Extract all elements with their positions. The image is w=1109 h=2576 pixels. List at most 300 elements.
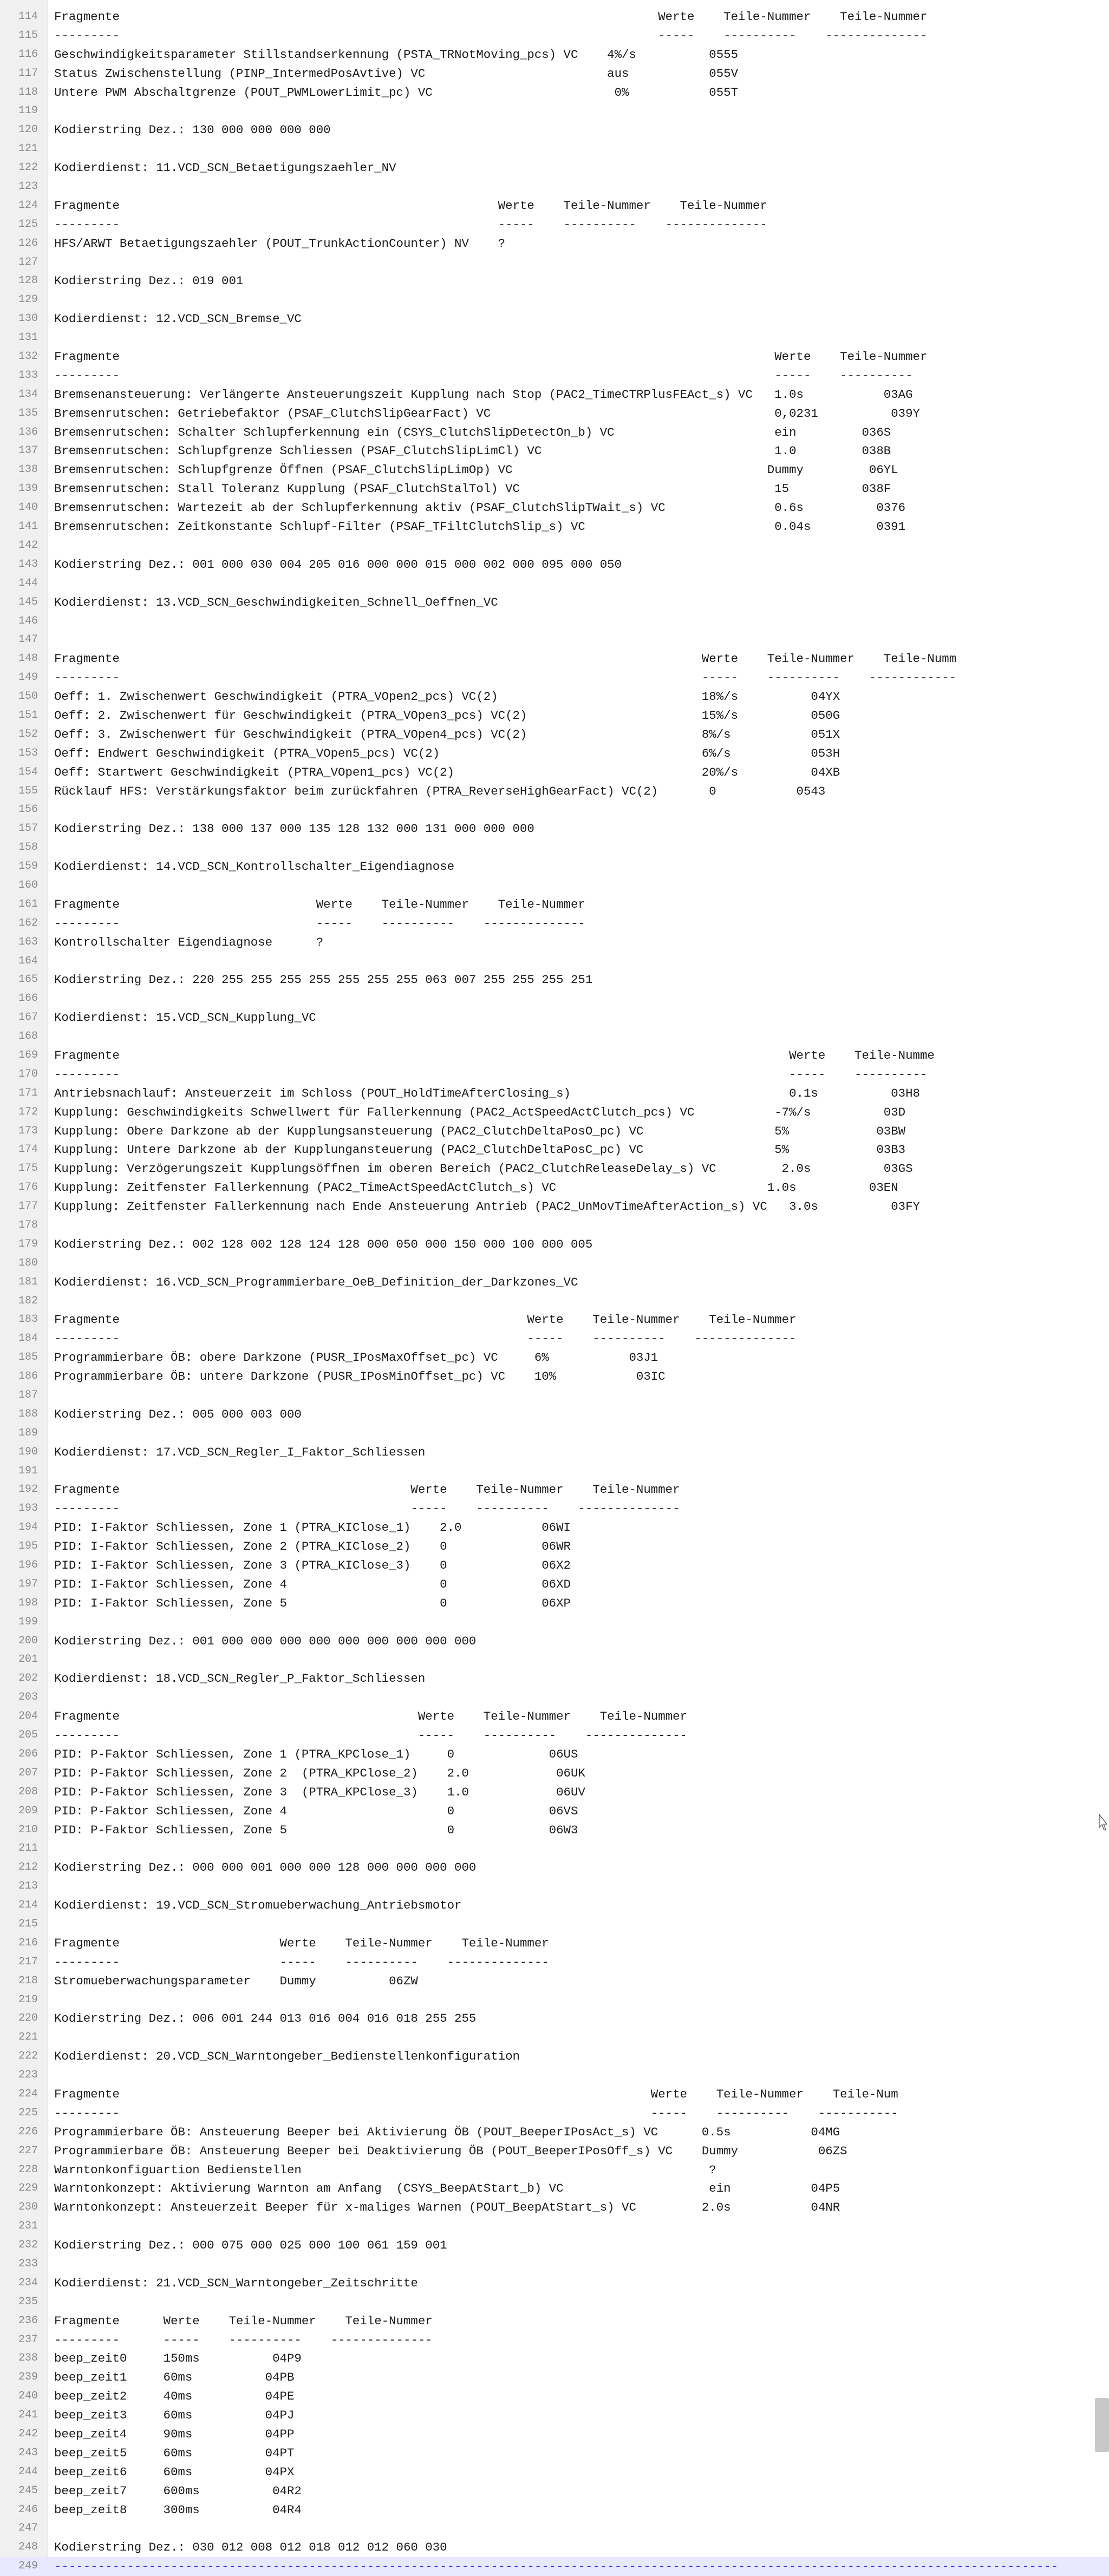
line-text[interactable]: Oeff: 1. Zwischenwert Geschwindigkeit (PTRA_VOpen2_pcs) VC(2) 18%/s 04YX [54,690,840,704]
line-text[interactable]: beep_zeit4 90ms 04PP [54,2427,295,2441]
line-number: 152 [18,727,38,740]
line-text[interactable]: --------- ----- ---------- -------------- [54,1332,797,1346]
editor-line[interactable] [0,480,1109,499]
editor-line[interactable] [0,2217,1109,2236]
editor-line[interactable] [0,1953,1109,1972]
line-text[interactable]: Kodierdienst: 17.VCD_SCN_Regler_I_Faktor_Schliessen [54,1445,426,1459]
line-text[interactable]: Kodierdienst: 14.VCD_SCN_Kontrollschalter_Eigendiagnose [54,860,455,874]
line-text[interactable]: Bremsenrutschen: Schlupfgrenze Schliessen (PSAF_ClutchSlipLimCl) VC 1.0 038B [54,444,891,458]
editor-line[interactable] [0,1235,1109,1254]
editor-line[interactable] [0,1896,1109,1915]
editor-line[interactable] [0,1178,1109,1197]
line-number: 198 [18,1596,38,1609]
line-number: 235 [18,2295,38,2308]
editor-line[interactable] [0,914,1109,933]
editor-line[interactable] [0,1688,1109,1707]
editor-line[interactable] [0,329,1109,348]
editor-line[interactable] [0,1140,1109,1159]
editor-line[interactable] [0,2255,1109,2274]
editor-line[interactable] [0,1764,1109,1783]
line-text[interactable]: Fragmente Werte Teile-Nummer Teile-Nummer [54,897,585,912]
line-number: 204 [18,1710,38,1723]
line-text[interactable]: Status Zwischenstellung (PINP_IntermedPosAvtive) VC aus 055V [54,66,739,81]
line-text[interactable]: Bremsenrutschen: Zeitkonstante Schlupf-Filter (PSAF_TFiltClutchSlip_s) VC 0.04s 0391 [54,520,906,534]
editor-line[interactable] [0,461,1109,480]
editor-line[interactable] [0,631,1109,650]
line-text[interactable]: PID: P-Faktor Schliessen, Zone 1 (PTRA_KPClose_1) 0 06US [54,1747,578,1761]
line-number: 237 [18,2333,38,2346]
line-text[interactable]: beep_zeit0 150ms 04P9 [54,2351,302,2366]
line-number: 172 [18,1105,38,1118]
editor-line[interactable] [0,536,1109,555]
editor-line[interactable] [0,385,1109,404]
line-text[interactable]: beep_zeit1 60ms 04PB [54,2370,295,2385]
editor-line[interactable] [0,1122,1109,1141]
editor-line[interactable] [0,706,1109,725]
editor-line[interactable] [0,1783,1109,1802]
line-number: 234 [18,2276,38,2289]
line-number: 117 [18,67,38,80]
line-text[interactable]: beep_zeit8 300ms 04R4 [54,2502,302,2517]
line-text[interactable]: Bremsenrutschen: Schalter Schlupferkennung ein (CSYS_ClutchSlipDetectOn_b) VC ein 036S [54,425,891,440]
line-number: 139 [18,482,38,495]
line-text[interactable]: Kodierdienst: 15.VCD_SCN_Kupplung_VC [54,1011,316,1025]
editor-line[interactable] [0,45,1109,64]
editor-line[interactable] [0,2368,1109,2387]
line-number: 208 [18,1785,38,1798]
line-number: 232 [18,2239,38,2252]
line-text[interactable]: HFS/ARWT Betaetigungszaehler (POUT_TrunkActionCounter) NV ? [54,236,506,251]
line-number: 218 [18,1974,38,1987]
line-text[interactable]: Fragmente Werte Teile-Nummer Teile-Nummer [54,2313,433,2328]
line-number: 171 [18,1086,38,1099]
editor-line[interactable] [0,159,1109,178]
editor-line[interactable] [0,801,1109,820]
editor-line[interactable] [0,404,1109,423]
editor-line[interactable] [0,1065,1109,1084]
editor-line[interactable] [0,1480,1109,1499]
editor-line[interactable] [0,1556,1109,1575]
line-text[interactable]: Kodierstring Dez.: 220 255 255 255 255 255 255 255 063 007 255 255 255 251 [54,973,593,987]
editor-line[interactable] [0,725,1109,744]
editor-line[interactable] [0,64,1109,83]
editor-line[interactable] [0,196,1109,215]
editor-line[interactable] [0,1273,1109,1292]
line-text[interactable]: Antriebsnachlauf: Ansteuerzeit im Schloss (POUT_HoldTimeAfterClosing_s) 0.1s 03H8 [54,1086,920,1100]
line-text[interactable]: Fragmente Werte Teile-Nummer Teile-Nummer [54,1313,797,1327]
line-text[interactable]: Oeff: Startwert Geschwindigkeit (PTRA_VOpen1_pcs) VC(2) 20%/s 04XB [54,765,840,779]
line-number: 188 [18,1407,38,1420]
editor-line[interactable] [0,1707,1109,1726]
line-text[interactable]: Oeff: Endwert Geschwindigkeit (PTRA_VOpen5_pcs) VC(2) 6%/s 053H [54,746,840,761]
line-text[interactable]: Fragmente Werte Teile-Nummer Teile-Nummer [54,198,767,213]
line-text[interactable]: Rücklauf HFS: Verstärkungsfaktor beim zurückfahren (PTRA_ReverseHighGearFact) VC(2) 0 0543 [54,784,826,798]
editor-line[interactable] [0,1537,1109,1556]
editor-line[interactable] [0,2066,1109,2085]
editor-line[interactable] [0,1329,1109,1348]
line-text[interactable]: Fragmente Werte Teile-Nummer Teile-Nummer [54,1709,687,1724]
editor-line[interactable] [0,2104,1109,2123]
line-text[interactable]: beep_zeit7 600ms 04R2 [54,2483,302,2498]
editor-line[interactable] [0,2142,1109,2161]
editor-line[interactable] [0,1310,1109,1329]
line-text[interactable]: Kodierstring Dez.: 000 075 000 025 000 100 061 159 001 [54,2238,447,2253]
editor-line[interactable] [0,2406,1109,2425]
editor-line[interactable] [0,1424,1109,1443]
line-text[interactable]: --------- ----- ---------- -------------- [54,1728,687,1743]
line-number: 242 [18,2428,38,2440]
line-text[interactable]: Kodierdienst: 21.VCD_SCN_Warntongeber_Zeitschritte [54,2276,418,2290]
editor-line[interactable] [0,1745,1109,1764]
line-text[interactable]: ------------------------------------------------------------------------------------------------------------------------------------------ [54,2559,1059,2574]
editor-line[interactable] [0,517,1109,536]
line-number: 162 [18,916,38,929]
editor-line[interactable] [0,2047,1109,2066]
line-text[interactable]: PID: I-Faktor Schliessen, Zone 1 (PTRA_KIClose_1) 2.0 06WI [54,1520,571,1535]
editor-line[interactable] [0,2349,1109,2368]
line-text[interactable]: --------- ----- ---------- ------------ [54,671,957,685]
line-number: 147 [18,633,38,646]
line-text[interactable]: --------- ----- ---------- -------------- [54,217,767,232]
editor-line[interactable] [0,178,1109,196]
line-number: 241 [18,2409,38,2422]
line-text[interactable]: beep_zeit3 60ms 04PJ [54,2408,295,2423]
line-text[interactable]: Warntonkonzept: Aktivierung Warnton am Anfang (CSYS_BeepAtStart_b) VC ein 04P5 [54,2181,840,2196]
line-text[interactable]: Kontrollschalter Eigendiagnose ? [54,935,324,949]
line-text[interactable]: Kupplung: Verzögerungszeit Kupplungsöffnen im oberen Bereich (PAC2_ClutchReleaseDelay_s) VC 2.0s 03GS [54,1162,913,1176]
editor-line[interactable] [0,348,1109,366]
editor-line[interactable] [0,2236,1109,2255]
line-number: 157 [18,822,38,835]
line-text[interactable]: PID: I-Faktor Schliessen, Zone 4 0 06XD [54,1577,571,1591]
editor-line[interactable] [0,1027,1109,1046]
editor-line[interactable] [0,612,1109,631]
line-number: 197 [18,1577,38,1590]
editor-line[interactable] [0,102,1109,121]
line-text[interactable]: beep_zeit5 60ms 04PT [54,2446,295,2460]
vertical-scrollbar-thumb[interactable] [1095,2398,1109,2452]
line-number: 187 [18,1389,38,1402]
line-text[interactable]: Fragmente Werte Teile-Nummer [54,350,928,364]
line-number: 181 [18,1275,38,1288]
editor-line[interactable] [0,857,1109,876]
editor-line[interactable] [0,1216,1109,1235]
line-text[interactable]: Bremsenrutschen: Getriebefaktor (PSAF_ClutchSlipGearFact) VC 0,0231 039Y [54,406,920,421]
editor-line[interactable] [0,442,1109,461]
editor-line[interactable] [0,650,1109,668]
line-text[interactable]: Bremsenansteuerung: Verlängerte Ansteuerungszeit Kupplung nach Stop (PAC2_TimeCTRPlusFEAct_s) VC 1.0s 03AG [54,387,913,402]
line-number: 178 [18,1219,38,1231]
editor-lines[interactable] [0,8,1109,2576]
line-text[interactable]: Fragmente Werte Teile-Nummer Teile-Nummer [54,1483,680,1497]
line-text[interactable]: Fragmente Werte Teile-Nummer Teile-Nummer [54,10,928,24]
editor-line[interactable] [0,1877,1109,1896]
line-text[interactable]: Programmierbare ÖB: Ansteuerung Beeper bei Deaktivierung ÖB (POUT_BeeperIPosOff_s) VC Dummy 06ZS [54,2144,847,2158]
line-text[interactable]: PID: P-Faktor Schliessen, Zone 5 0 06W3 [54,1823,578,1837]
line-text[interactable]: Fragmente Werte Teile-Nummer Teile-Nummer [54,1936,549,1950]
editor-line[interactable] [0,1839,1109,1858]
editor-line[interactable] [0,1443,1109,1462]
line-number: 223 [18,2069,38,2082]
editor-line[interactable] [0,8,1109,27]
line-number: 137 [18,444,38,457]
line-text[interactable]: Fragmente Werte Teile-Numme [54,1048,935,1063]
line-text[interactable]: Oeff: 3. Zwischenwert für Geschwindigkeit (PTRA_VOpen4_pcs) VC(2) 8%/s 051X [54,727,840,742]
line-text[interactable]: PID: I-Faktor Schliessen, Zone 2 (PTRA_KIClose_2) 0 06WR [54,1539,571,1554]
editor-line[interactable] [0,2179,1109,2198]
line-number: 214 [18,1899,38,1912]
editor-line[interactable] [0,121,1109,140]
editor-line[interactable] [0,2501,1109,2520]
editor-line[interactable] [0,1972,1109,1991]
line-number: 202 [18,1672,38,1685]
editor-line[interactable] [0,574,1109,593]
editor-line[interactable] [0,27,1109,45]
line-number: 238 [18,2352,38,2365]
line-text[interactable]: Kodierdienst: 11.VCD_SCN_Betaetigungszaehler_NV [54,161,396,175]
editor-line[interactable] [0,2293,1109,2312]
editor-line[interactable] [0,744,1109,763]
line-number: 175 [18,1162,38,1175]
line-number: 128 [18,274,38,287]
editor-line[interactable] [0,820,1109,838]
editor-line[interactable] [0,310,1109,329]
line-number: 227 [18,2144,38,2157]
line-number: 205 [18,1729,38,1742]
line-text[interactable]: Warntonkonzept: Ansteuerzeit Beeper für x-maliges Warnen (POUT_BeepAtStart_s) VC 2.0s 04NR [54,2200,840,2215]
editor-line[interactable] [0,1669,1109,1688]
line-text[interactable]: Kupplung: Zeitfenster Fallerkennung nach Ende Ansteuerung Antrieb (PAC2_UnMovTimeAfterAction_s) VC 3.0s 03FY [54,1199,920,1214]
editor-line[interactable] [0,2538,1109,2557]
line-text[interactable]: Kodierstring Dez.: 000 000 001 000 000 128 000 000 000 000 [54,1860,477,1875]
editor-line[interactable] [0,1254,1109,1273]
editor-line[interactable] [0,1934,1109,1953]
editor-line[interactable] [0,989,1109,1008]
line-text[interactable]: Kodierdienst: 20.VCD_SCN_Warntongeber_Bedienstellenkonfiguration [54,2049,520,2064]
editor-line[interactable] [0,1084,1109,1103]
line-text[interactable]: --------- ----- ---------- [54,368,913,383]
editor-line[interactable] [0,2519,1109,2538]
editor-line[interactable] [0,2425,1109,2444]
editor-line[interactable] [0,2387,1109,2406]
editor-line[interactable] [0,1348,1109,1367]
editor-line[interactable] [0,2123,1109,2142]
editor-line[interactable] [0,1159,1109,1178]
editor-line[interactable] [0,2331,1109,2350]
editor-line[interactable] [0,1103,1109,1122]
editor-line[interactable] [0,423,1109,442]
editor-line[interactable] [0,1915,1109,1934]
line-text[interactable]: Kodierstring Dez.: 005 000 003 000 [54,1407,302,1421]
line-text[interactable]: Bremsenrutschen: Schlupfgrenze Öffnen (PSAF_ClutchSlipLimOp) VC Dummy 06YL [54,463,898,477]
editor-line[interactable] [0,876,1109,895]
line-number: 231 [18,2220,38,2233]
editor-line[interactable] [0,1802,1109,1821]
editor-line[interactable] [0,1386,1109,1405]
line-number: 120 [18,123,38,136]
editor-line[interactable] [0,952,1109,971]
line-text[interactable]: Kupplung: Zeitfenster Fallerkennung (PAC2_TimeActSpeedActClutch_s) VC 1.0s 03EN [54,1181,898,1195]
line-text[interactable]: Warntonkonfiguartion Bedienstellen ? [54,2162,716,2177]
line-text[interactable]: Kodierstring Dez.: 002 128 002 128 124 128 000 050 000 150 000 100 000 005 [54,1237,593,1251]
editor-line[interactable] [0,83,1109,102]
line-number: 151 [18,709,38,722]
line-number: 182 [18,1294,38,1307]
editor-line[interactable] [0,2198,1109,2217]
line-text[interactable]: --------- ----- ---------- -------------- [54,28,928,43]
line-number: 212 [18,1861,38,1874]
line-text[interactable]: PID: P-Faktor Schliessen, Zone 4 0 06VS [54,1804,578,1818]
line-text[interactable]: Kodierdienst: 18.VCD_SCN_Regler_P_Faktor_Schliessen [54,1672,426,1686]
line-text[interactable]: Fragmente Werte Teile-Nummer Teile-Numm [54,652,957,666]
line-number: 141 [18,520,38,533]
line-number: 130 [18,312,38,325]
line-number: 155 [18,784,38,797]
line-number: 216 [18,1936,38,1949]
line-text[interactable]: PID: P-Faktor Schliessen, Zone 3 (PTRA_KPClose_3) 1.0 06UV [54,1785,585,1799]
editor-line[interactable] [0,1575,1109,1594]
line-number: 195 [18,1540,38,1553]
line-number: 135 [18,407,38,419]
editor-line[interactable] [0,1462,1109,1481]
editor-line[interactable] [0,2463,1109,2482]
line-number: 211 [18,1842,38,1855]
editor-line[interactable] [0,2312,1109,2331]
line-text[interactable]: beep_zeit6 60ms 04PX [54,2464,295,2479]
line-text[interactable]: Programmierbare ÖB: Ansteuerung Beeper bei Aktivierung ÖB (POUT_BeeperIPosAct_s) VC 0.5s 04MG [54,2125,840,2139]
line-number: 219 [18,1993,38,2006]
editor-line[interactable] [0,366,1109,385]
line-number: 213 [18,1880,38,1893]
line-number: 148 [18,652,38,665]
line-text[interactable]: --------- ----- ---------- -------------- [54,1502,680,1516]
editor-line[interactable] [0,1405,1109,1424]
line-text[interactable]: Kodierstring Dez.: 019 001 [54,274,244,289]
editor-line[interactable] [0,140,1109,159]
editor-line[interactable] [0,1594,1109,1613]
editor-line[interactable] [0,2274,1109,2293]
line-text[interactable]: Programmierbare ÖB: untere Darkzone (PUSR_IPosMinOffset_pc) VC 10% 03IC [54,1369,666,1384]
line-text[interactable]: Geschwindigkeitsparameter Stillstandserkennung (PSTA_TRNotMoving_pcs) VC 4%/s 0555 [54,47,739,62]
line-text[interactable]: Kodierdienst: 16.VCD_SCN_Programmierbare_OeB_Definition_der_Darkzones_VC [54,1275,578,1289]
editor-line[interactable] [0,763,1109,782]
editor-line[interactable] [0,668,1109,687]
line-text[interactable]: Untere PWM Abschaltgrenze (POUT_PWMLowerLimit_pc) VC 0% 055T [54,85,739,100]
editor-line[interactable] [0,687,1109,706]
line-text[interactable]: Kodierstring Dez.: 138 000 137 000 135 128 132 000 131 000 000 000 [54,822,534,836]
line-number: 131 [18,331,38,344]
line-text[interactable]: Oeff: 2. Zwischenwert für Geschwindigkeit (PTRA_VOpen3_pcs) VC(2) 15%/s 050G [54,708,840,723]
line-number: 185 [18,1351,38,1364]
editor-line[interactable] [0,1367,1109,1386]
editor-line[interactable] [0,2161,1109,2180]
editor-line[interactable] [0,593,1109,612]
editor-line[interactable] [0,555,1109,574]
editor-line[interactable] [0,933,1109,952]
line-text[interactable]: --------- ----- ---------- -------------- [54,1955,549,1969]
line-number: 193 [18,1502,38,1515]
editor-line[interactable] [0,1726,1109,1745]
line-text[interactable]: Kupplung: Untere Darkzone ab der Kupplungansteuerung (PAC2_ClutchDeltaPosC_pc) VC 5% 03B3 [54,1143,906,1157]
line-text[interactable]: PID: P-Faktor Schliessen, Zone 2 (PTRA_KPClose_2) 2.0 06UK [54,1766,585,1780]
editor-line[interactable] [0,2085,1109,2104]
line-text[interactable]: Stromueberwachungsparameter Dummy 06ZW [54,1974,418,1988]
line-text[interactable]: Bremsenrutschen: Wartezeit ab der Schlupferkennung aktiv (PSAF_ClutchSlipTWait_s) VC 0.6s 0376 [54,501,906,515]
line-text[interactable]: PID: I-Faktor Schliessen, Zone 3 (PTRA_KIClose_3) 0 06X2 [54,1558,571,1573]
line-text[interactable]: beep_zeit2 40ms 04PE [54,2389,295,2404]
line-number: 240 [18,2390,38,2403]
line-number: 220 [18,2012,38,2025]
line-text[interactable]: Kodierdienst: 12.VCD_SCN_Bremse_VC [54,312,302,326]
editor-line[interactable] [0,1858,1109,1877]
line-number: 225 [18,2106,38,2119]
editor-line[interactable] [0,234,1109,253]
editor-line[interactable] [0,1650,1109,1669]
line-text[interactable]: --------- ----- ---------- [54,1067,928,1081]
line-text[interactable]: PID: I-Faktor Schliessen, Zone 5 0 06XP [54,1596,571,1610]
line-number: 114 [18,10,38,23]
editor-line[interactable] [0,1046,1109,1065]
editor-line[interactable] [0,291,1109,310]
editor-line[interactable] [0,2009,1109,2028]
editor-line[interactable] [0,272,1109,291]
editor-line[interactable] [0,2028,1109,2047]
editor-line[interactable] [0,1292,1109,1311]
line-text[interactable]: Kupplung: Obere Darkzone ab der Kupplungsansteuerung (PAC2_ClutchDeltaPosO_pc) VC 5% 03BW [54,1124,906,1138]
editor-line[interactable] [0,2482,1109,2501]
line-number: 230 [18,2201,38,2214]
editor-line[interactable] [0,1197,1109,1216]
line-number: 217 [18,1955,38,1968]
editor-line[interactable] [0,215,1109,234]
editor-line[interactable] [0,1821,1109,1840]
line-text[interactable]: Kodierstring Dez.: 030 012 008 012 018 012 012 060 030 [54,2540,447,2555]
editor-line[interactable] [0,782,1109,801]
editor-line[interactable] [0,895,1109,914]
line-text[interactable]: Kodierdienst: 13.VCD_SCN_Geschwindigkeiten_Schnell_Oeffnen_VC [54,595,498,609]
editor-line[interactable] [0,1499,1109,1518]
line-text[interactable]: Bremsenrutschen: Stall Toleranz Kupplung (PSAF_ClutchStalTol) VC 15 038F [54,482,891,496]
line-text[interactable]: --------- ----- ---------- -------------- [54,916,585,930]
line-number: 121 [18,142,38,155]
line-text[interactable]: --------- ----- ---------- ----------- [54,2106,898,2120]
line-text[interactable]: Kodierstring Dez.: 001 000 000 000 000 000 000 000 000 000 [54,1634,477,1648]
line-text[interactable]: Fragmente Werte Teile-Nummer Teile-Num [54,2087,898,2101]
line-text[interactable]: Kodierstring Dez.: 130 000 000 000 000 [54,123,331,137]
editor-line[interactable] [0,2444,1109,2463]
line-text[interactable]: --------- ----- ---------- -------------- [54,2332,433,2347]
editor-line[interactable] [0,253,1109,272]
editor-line[interactable] [0,1991,1109,2010]
editor-line[interactable] [0,1518,1109,1537]
editor-line[interactable] [0,1632,1109,1651]
editor-line[interactable] [0,2557,1109,2576]
editor-line[interactable] [0,838,1109,857]
line-text[interactable]: Kodierstring Dez.: 006 001 244 013 016 004 016 018 255 255 [54,2011,477,2026]
editor-line[interactable] [0,971,1109,989]
line-number: 146 [18,614,38,627]
line-text[interactable]: Programmierbare ÖB: obere Darkzone (PUSR_IPosMaxOffset_pc) VC 6% 03J1 [54,1351,658,1365]
editor-line[interactable] [0,499,1109,517]
line-number: 136 [18,425,38,438]
line-number: 123 [18,180,38,193]
line-number: 158 [18,841,38,854]
line-text[interactable]: Kupplung: Geschwindigkeits Schwellwert für Fallerkennung (PAC2_ActSpeedActClutch_pcs) VC -7%/s 03D [54,1105,906,1119]
line-text[interactable]: Kodierstring Dez.: 001 000 030 004 205 016 000 000 015 000 002 000 095 000 050 [54,557,622,572]
line-text[interactable]: Kodierdienst: 19.VCD_SCN_Stromueberwachung_Antriebsmotor [54,1898,462,1913]
editor-line[interactable] [0,1008,1109,1027]
editor-line[interactable] [0,1613,1109,1632]
